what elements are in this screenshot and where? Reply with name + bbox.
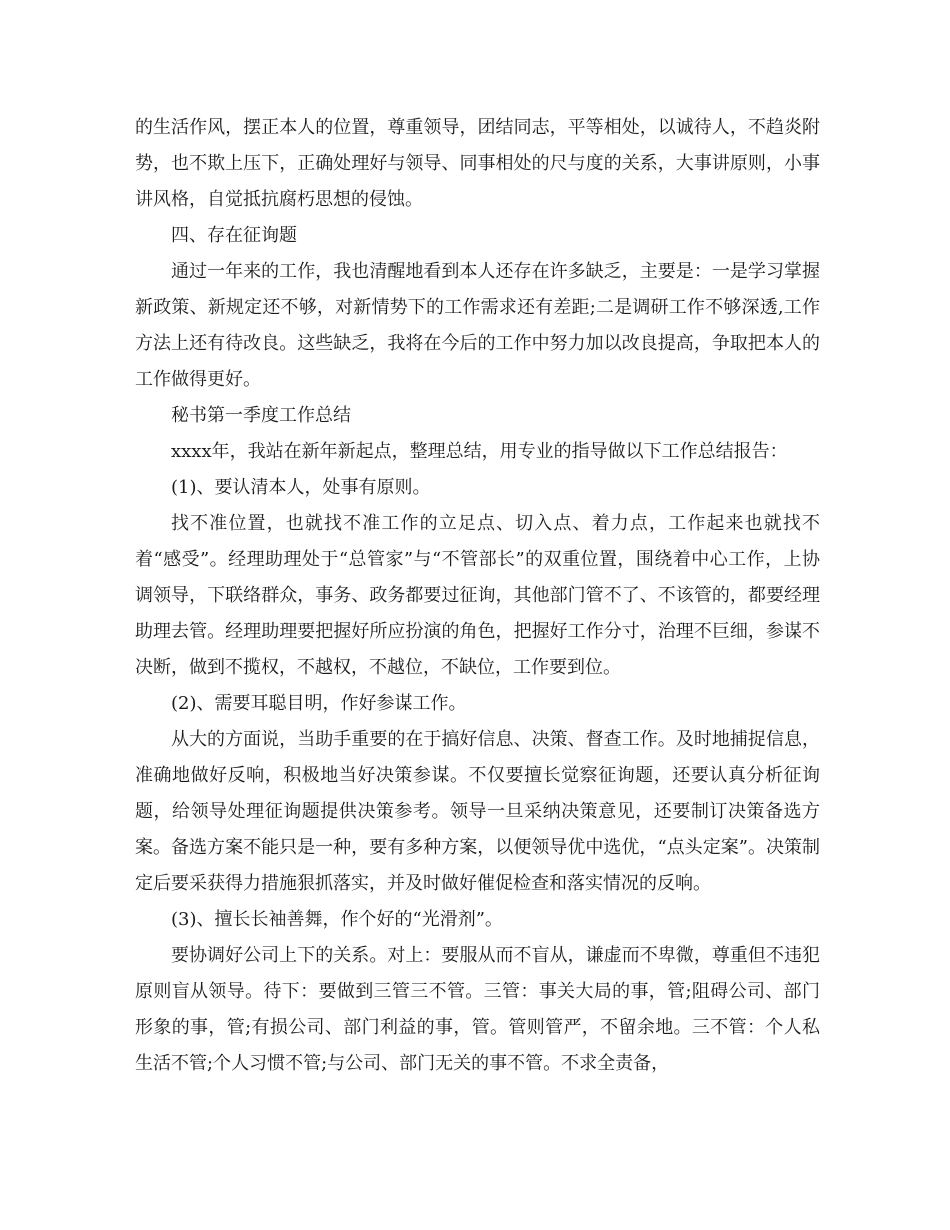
subsection-heading: (1)、要认清本人，处事有原则。 <box>171 477 431 498</box>
section-heading: 四、存在征询题 <box>171 225 297 246</box>
paragraph: 找不准位置，也就找不准工作的立足点、切入点、着力点，工作起来也就找不着“感受”。经理助理处于“总管家”与“不管部长”的双重位置，围绕着中心工作，上协调领导，下联络群众，事务、政务都要过征询，其他部门管不了、不该管的，都要经理助理去管。经理助理要把握好所应扮演的角色，把握好工作分寸，治理不巨细，参谋不决断，做到不揽权，不越权，不越位，不缺位，工作要到位。 <box>135 513 820 678</box>
subsection-heading: (2)、需要耳聪目明，作好参谋工作。 <box>171 693 467 714</box>
subsection-heading: (3)、擅长长袖善舞，作个好的“光滑剂”。 <box>171 909 503 930</box>
paragraph: 要协调好公司上下的关系。对上：要服从而不盲从，谦虚而不卑微，尊重但不违犯原则盲从领导。待下：要做到三管三不管。三管：事关大局的事，管;阻碍公司、部门形象的事，管;有损公司、部门利益的事，管。管则管严，不留余地。三不管：个人私生活不管;个人习惯不管;与公司、部门无关的事不管。不求全责备， <box>135 945 820 1074</box>
document-body <box>135 110 820 1082</box>
paragraph: xxxx年，我站在新年新起点，整理总结，用专业的指导做以下工作总结报告： <box>171 441 788 462</box>
document-title: 秘书第一季度工作总结 <box>171 405 351 426</box>
paragraph: 从大的方面说，当助手重要的在于搞好信息、决策、督查工作。及时地捕捉信息，准确地做好反响，积极地当好决策参谋。不仅要擅长觉察征询题，还要认真分析征询题，给领导处理征询题提供决策参考。领导一旦采纳决策意见，还要制订决策备选方案。备选方案不能只是一种，要有多种方案，以便领导优中选优，“点头定案”。决策制定后要采获得力措施狠抓落实，并及时做好催促检查和落实情况的反响。 <box>135 729 820 894</box>
paragraph: 的生活作风，摆正本人的位置，尊重领导，团结同志，平等相处，以诚待人，不趋炎附势，也不欺上压下，正确处理好与领导、同事相处的尺与度的关系，大事讲原则，小事讲风格，自觉抵抗腐朽思想的侵蚀。 <box>135 117 820 210</box>
paragraph: 通过一年来的工作，我也清醒地看到本人还存在许多缺乏，主要是：一是学习掌握新政策、新规定还不够，对新情势下的工作需求还有差距;二是调研工作不够深透,工作方法上还有待改良。这些缺乏，我将在今后的工作中努力加以改良提高，争取把本人的工作做得更好。 <box>135 261 820 390</box>
